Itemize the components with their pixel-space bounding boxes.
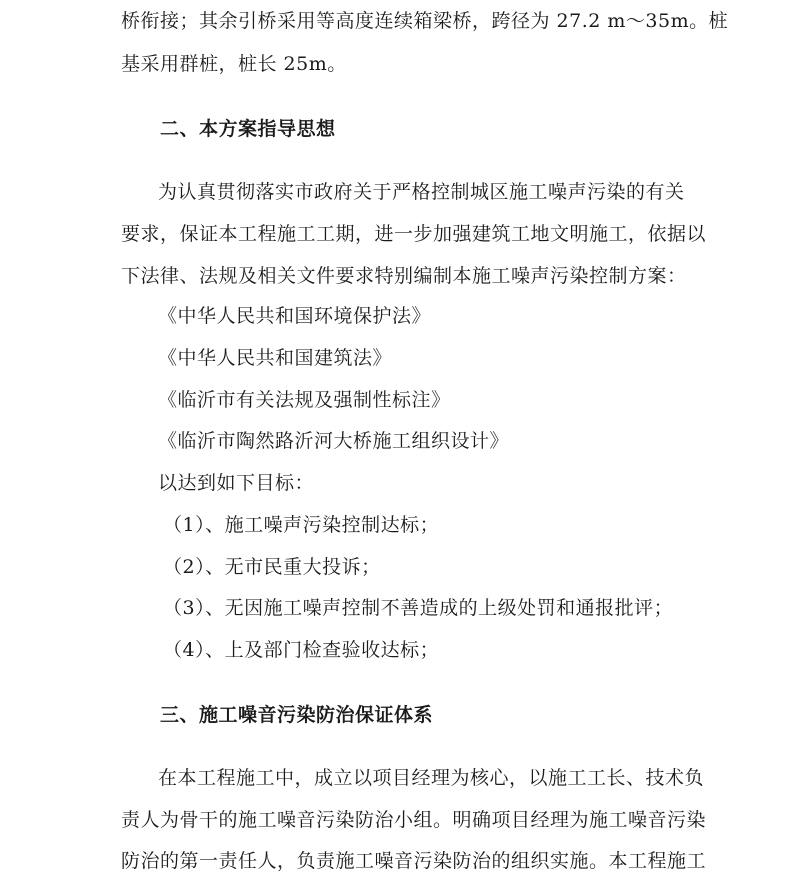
section-2-heading: 二、本方案指导思想 <box>160 118 336 140</box>
intro-line-2: 基采用群桩，桩长 25m。 <box>121 53 347 75</box>
intro-line-1: 桥衔接；其余引桥采用等高度连续箱梁桥，跨径为 27.2 m～35m。桩 <box>121 10 729 32</box>
section-2-para-line-3: 下法律、法规及相关文件要求特别编制本施工噪声污染控制方案： <box>121 265 687 287</box>
goal-item: （4）、上及部门检查验收达标； <box>163 639 440 661</box>
goal-item: （1）、施工噪声污染控制达标； <box>163 514 440 536</box>
section-2-para-line-2: 要求，保证本工程施工工期，进一步加强建筑工地文明施工，依据以 <box>121 223 707 245</box>
section-3-heading: 三、施工噪音污染防治保证体系 <box>160 704 434 726</box>
goals-intro: 以达到如下目标： <box>158 472 315 494</box>
law-item: 《临沂市陶然路沂河大桥施工组织设计》 <box>158 430 510 452</box>
goal-item: （3）、无因施工噪声控制不善造成的上级处罚和通报批评； <box>163 597 674 619</box>
section-2-para-line-1: 为认真贯彻落实市政府关于严格控制城区施工噪声污染的有关 <box>158 181 685 203</box>
section-3-para-line-1: 在本工程施工中，成立以项目经理为核心，以施工工长、技术负 <box>158 767 705 789</box>
goal-item: （2）、无市民重大投诉； <box>163 556 381 578</box>
section-3-para-line-2: 责人为骨干的施工噪音污染防治小组。明确项目经理为施工噪音污染 <box>121 809 707 831</box>
law-item: 《中华人民共和国环境保护法》 <box>158 305 432 327</box>
law-item: 《中华人民共和国建筑法》 <box>158 347 393 369</box>
section-3-para-line-3: 防治的第一责任人，负责施工噪音污染防治的组织实施。本工程施工 <box>121 850 707 872</box>
law-item: 《临沂市有关法规及强制性标注》 <box>158 389 451 411</box>
